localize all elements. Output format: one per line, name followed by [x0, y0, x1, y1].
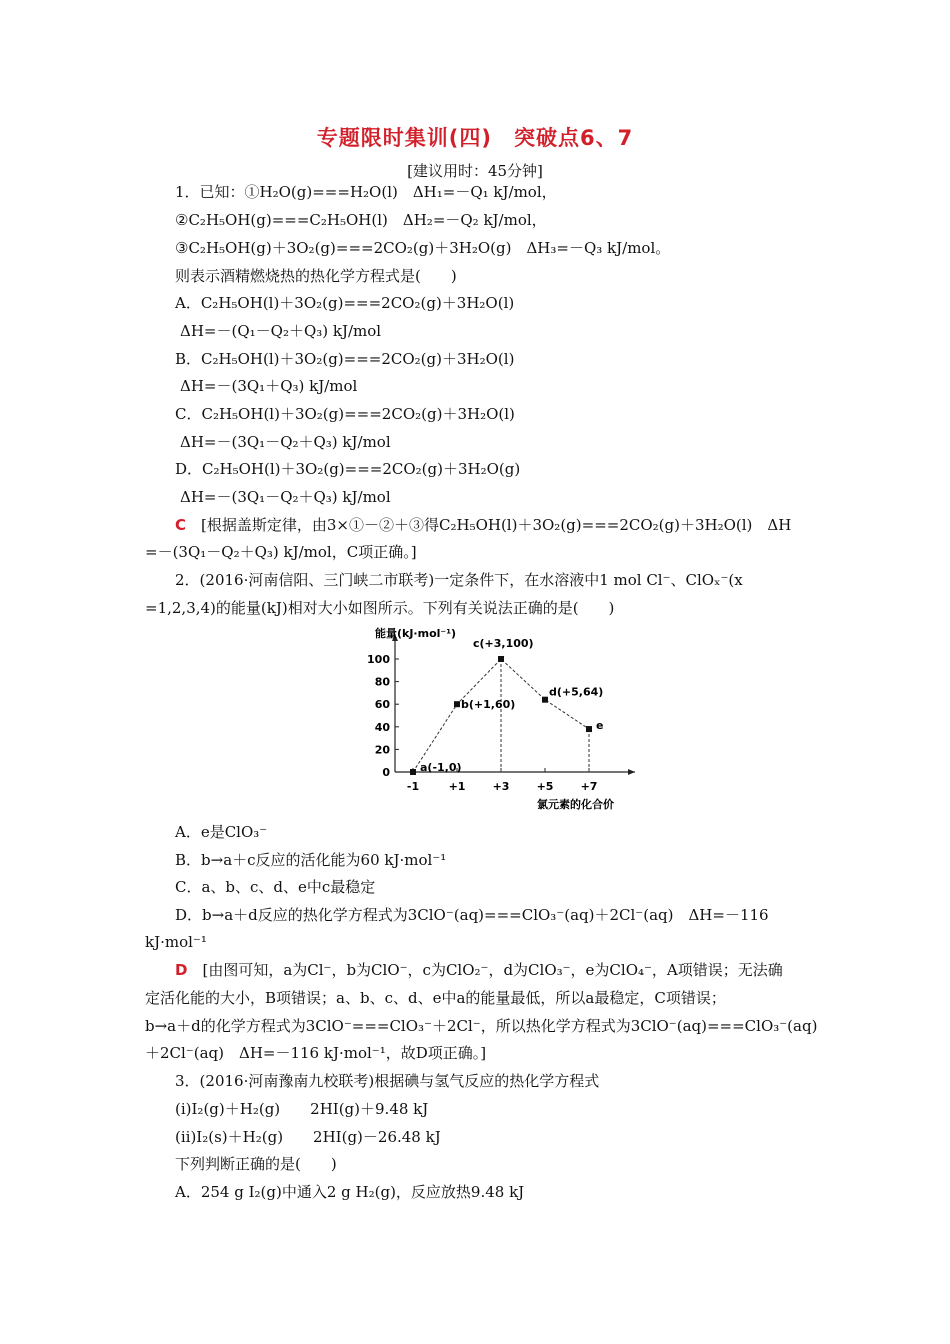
- data-point: [410, 769, 416, 775]
- y-tick-label: 80: [374, 675, 390, 689]
- page-title: 专题限时集训(四) 突破点6、7: [316, 126, 634, 150]
- data-point: [454, 701, 460, 707]
- q2-stem-line2: =1,2,3,4)的能量(kJ)相对大小如图所示。下列有关说法正确的是( ): [145, 599, 615, 617]
- q3-stem: 3．(2016·河南豫南九校联考)根据碘与氢气反应的热化学方程式: [175, 1072, 600, 1090]
- x-tick-label: -1: [406, 780, 420, 793]
- q2-option-c: C．a、b、c、d、e中c最稳定: [175, 878, 376, 896]
- y-tick-label: 60: [374, 698, 390, 712]
- q2-option-d-cont: kJ·mol⁻¹: [145, 933, 207, 951]
- data-label: b(+1,60): [461, 698, 516, 712]
- q2-answer-letter: D: [175, 961, 188, 979]
- q1-stem: 1．已知：①H₂O(g)===H₂O(l) ΔH₁=－Q₁ kJ/mol，: [175, 183, 557, 201]
- q1-option-c-eq: C．C₂H₅OH(l)＋3O₂(g)===2CO₂(g)＋3H₂O(l): [175, 405, 515, 423]
- energy-chart: [350, 622, 650, 817]
- q1-question: 则表示酒精燃烧热的热化学方程式是( ): [175, 267, 457, 285]
- q1-option-a-dh: ΔH=－(Q₁－Q₂＋Q₃) kJ/mol: [180, 322, 382, 340]
- q2-option-d: D．b→a＋d反应的热化学方程式为3ClO⁻(aq)===ClO₃⁻(aq)＋2Cl⁻(aq) ΔH=－116: [175, 906, 769, 924]
- x-axis-arrow: [628, 769, 635, 775]
- x-tick-label: +5: [536, 780, 554, 793]
- q1-answer-text: [根据盖斯定律，由3×①－②＋③得C₂H₅OH(l)＋3O₂(g)===2CO₂(g)＋3H₂O(l) ΔH: [201, 516, 792, 534]
- y-tick-label: 20: [374, 743, 390, 757]
- data-point: [498, 656, 504, 662]
- data-label: e: [596, 719, 604, 733]
- q1-option-b-dh: ΔH=－(3Q₁＋Q₃) kJ/mol: [180, 377, 358, 395]
- q2-stem-line1: 2．(2016·河南信阳、三门峡二市联考)一定条件下，在水溶液中1 mol Cl⁻、ClOₓ⁻(x: [175, 571, 743, 589]
- data-label: d(+5,64): [549, 685, 604, 699]
- q1-line3: ③C₂H₅OH(g)＋3O₂(g)===2CO₂(g)＋3H₂O(g) ΔH₃=－Q₃ kJ/mol。: [175, 239, 671, 257]
- x-tick-label: +3: [492, 780, 510, 793]
- q2-option-a: A．e是ClO₃⁻: [175, 823, 268, 841]
- y-tick-label: 0: [382, 766, 390, 779]
- q2-option-b: B．b→a＋c反应的活化能为60 kJ·mol⁻¹: [175, 851, 447, 869]
- q1-answer-line2: =－(3Q₁－Q₂＋Q₃) kJ/mol，C项正确。]: [145, 543, 417, 561]
- y-tick-label: 100: [367, 653, 390, 666]
- q1-option-a-eq: A．C₂H₅OH(l)＋3O₂(g)===2CO₂(g)＋3H₂O(l): [175, 294, 515, 312]
- x-axis-label: 氯元素的化合价: [537, 798, 614, 811]
- q3-eq1: (ⅰ)I₂(g)＋H₂(g) 2HI(g)＋9.48 kJ: [175, 1100, 429, 1118]
- q1-answer-line1: [175, 515, 791, 535]
- q2-answer-line4: ＋2Cl⁻(aq) ΔH=－116 kJ·mol⁻¹，故D项正确。]: [145, 1044, 487, 1062]
- q2-answer-text: [由图可知，a为Cl⁻，b为ClO⁻，c为ClO₂⁻，d为ClO₃⁻，e为ClO₄⁻，A项错误；无法确: [202, 961, 783, 979]
- data-point: [542, 697, 548, 703]
- data-label: a(-1,0): [420, 761, 462, 774]
- q1-answer-letter: C: [175, 516, 187, 534]
- chart-plot: [367, 626, 635, 811]
- y-tick-label: 40: [374, 720, 390, 734]
- q1-option-d-dh: ΔH=－(3Q₁－Q₂＋Q₃) kJ/mol: [180, 488, 391, 506]
- q3-option-a: A．254 g I₂(g)中通入2 g H₂(g)，反应放热9.48 kJ: [175, 1183, 525, 1201]
- data-point: [586, 726, 592, 732]
- q2-answer-line3: b→a＋d的化学方程式为3ClO⁻===ClO₃⁻＋2Cl⁻，所以热化学方程式为3ClO⁻(aq)===ClO₃⁻(aq): [145, 1017, 818, 1035]
- q2-answer-line2: 定活化能的大小，B项错误；a、b、c、d、e中a的能量最低，所以a最稳定，C项错误；: [145, 989, 726, 1007]
- q2-answer-line1: [175, 960, 783, 980]
- q1-option-c-dh: ΔH=－(3Q₁－Q₂＋Q₃) kJ/mol: [180, 433, 391, 451]
- q1-option-d-eq: D．C₂H₅OH(l)＋3O₂(g)===2CO₂(g)＋3H₂O(g): [175, 460, 521, 478]
- time-hint: [建议用时：45分钟]: [407, 162, 543, 180]
- x-tick-label: +1: [448, 780, 466, 793]
- q1-option-b-eq: B．C₂H₅OH(l)＋3O₂(g)===2CO₂(g)＋3H₂O(l): [175, 350, 515, 368]
- y-axis-label: 能量(kJ·mol⁻¹): [375, 627, 457, 640]
- data-label: c(+3,100): [473, 637, 534, 650]
- x-tick-label: +7: [580, 780, 598, 793]
- q3-eq2: (ⅱ)I₂(s)＋H₂(g) 2HI(g)－26.48 kJ: [175, 1128, 441, 1146]
- q1-line2: ②C₂H₅OH(g)===C₂H₅OH(l) ΔH₂=－Q₂ kJ/mol，: [175, 211, 547, 229]
- q3-question: 下列判断正确的是( ): [175, 1155, 337, 1173]
